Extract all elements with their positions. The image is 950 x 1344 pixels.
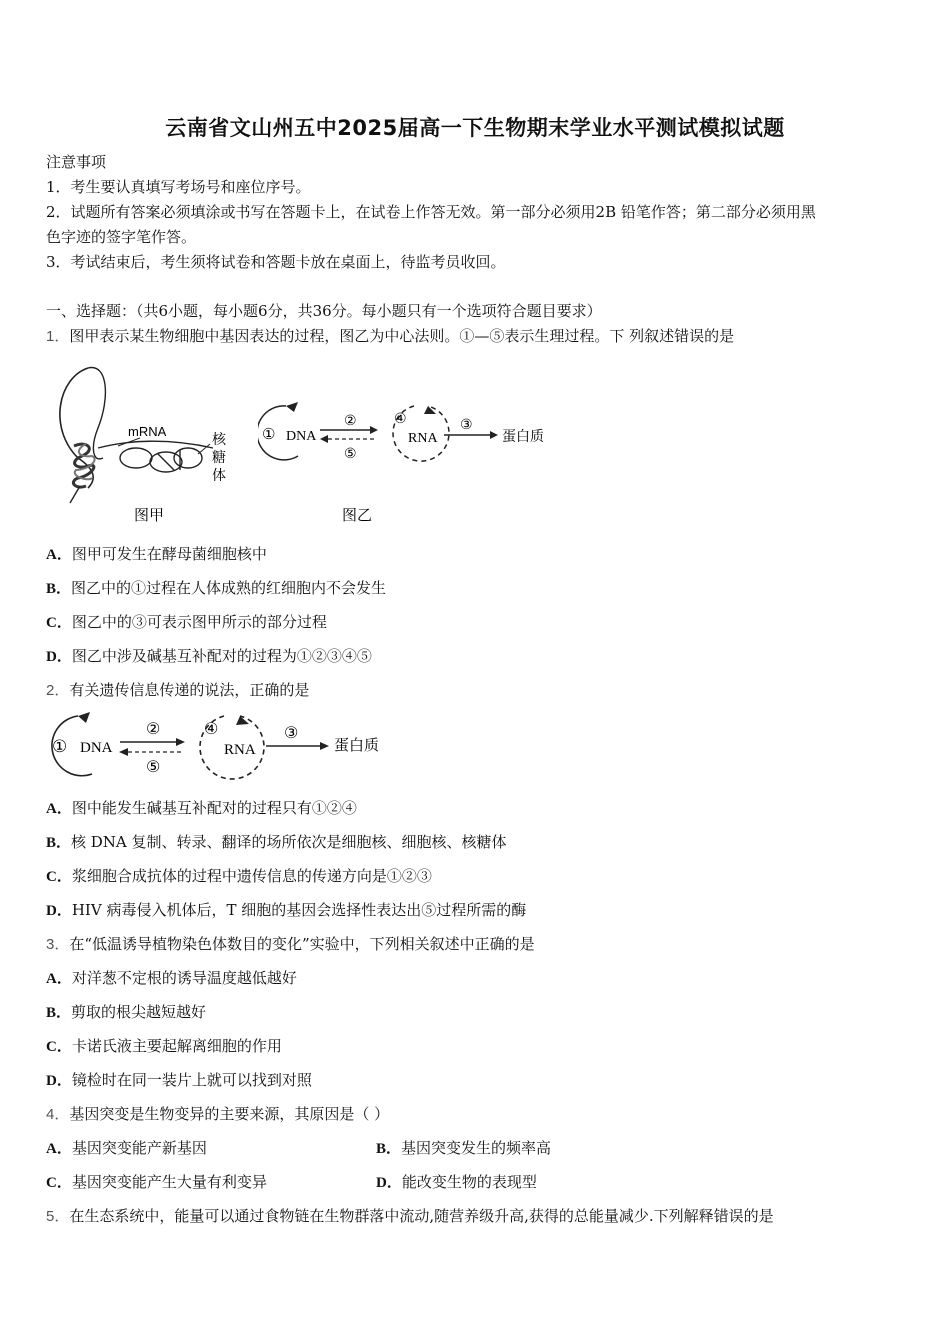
figure-yi-caption: 图乙 (342, 506, 373, 524)
dna-helix-icon (73, 444, 94, 487)
circle-4-label: ④ (204, 719, 219, 738)
notice-heading: 注意事项 (46, 153, 107, 171)
q4-option-a[interactable]: A．基因突变能产新基因 (46, 1139, 207, 1157)
q2-option-a[interactable]: A．图中能发生碱基互补配对的过程只有①②④ (46, 799, 357, 817)
question-1-stem (46, 326, 734, 347)
question-text: 在“低温诱导植物染色体数目的变化”实验中，下列相关叙述中正确的是 (69, 935, 535, 953)
circle-2-label: ② (146, 719, 161, 738)
notice-3: 3．考试结束后，考生须将试卷和答题卡放在桌面上，待监考员收回。 (46, 253, 506, 271)
circle-3-label: ③ (284, 723, 299, 742)
question-text: 在生态系统中，能量可以通过食物链在生物群落中流动,随营养级升高,获得的总能量减少.下列解释错误的是 (69, 1207, 774, 1225)
notice-1: 1．考生要认真填写考场号和座位序号。 (46, 178, 311, 196)
q1-option-c[interactable]: C．图乙中的③可表示图甲所示的部分过程 (46, 613, 327, 631)
ribosome-label-2: 糖 (212, 450, 226, 466)
dna-label: DNA (80, 740, 113, 756)
dna-strand-line (88, 368, 105, 459)
protein-label: 蛋白质 (334, 736, 380, 754)
question-text: 基因突变是生物变异的主要来源，其原因是（ ） (69, 1105, 390, 1123)
q2-option-c[interactable]: C．浆细胞合成抗体的过程中遗传信息的传递方向是①②③ (46, 867, 432, 885)
circle-5-label: ⑤ (344, 446, 357, 462)
page-title: 云南省文山州五中2025届高一下生物期末学业水平测试模拟试题 (165, 116, 785, 140)
notice-2-cont: 色字迹的签字笔作答。 (46, 228, 197, 246)
question-number: 4． (46, 1106, 70, 1123)
mrna-line (98, 441, 213, 448)
section-heading: 一、选择题：（共6小题，每小题6分，共36分。每小题只有一个选项符合题目要求） (46, 302, 602, 320)
q4-option-b[interactable]: B．基因突变发生的频率高 (376, 1139, 552, 1157)
rna-label: RNA (408, 431, 438, 446)
ribosome-label-1: 核 (212, 432, 226, 448)
question-5-stem (46, 1206, 774, 1227)
rna-label: RNA (224, 742, 256, 758)
question-2-stem (46, 680, 309, 701)
q2-option-d[interactable]: D．HIV 病毒侵入机体后，T 细胞的基因会选择性表达出⑤过程所需的酶 (46, 901, 527, 919)
protein-label: 蛋白质 (502, 429, 544, 445)
q3-option-c[interactable]: C．卡诺氏液主要起解离细胞的作用 (46, 1037, 282, 1055)
q4-option-d[interactable]: D．能改变生物的表现型 (376, 1173, 537, 1191)
figure-central-dogma (44, 710, 394, 782)
q2-option-b[interactable]: B．核 DNA 复制、转录、翻译的场所依次是细胞核、细胞核、核糖体 (46, 833, 507, 851)
circle-4-label: ④ (394, 411, 407, 427)
question-3-stem (46, 934, 535, 955)
circle-5-label: ⑤ (146, 757, 161, 776)
circle-1-label: ① (262, 425, 276, 443)
question-text: 有关遗传信息传递的说法，正确的是 (69, 681, 310, 699)
question-number: 3． (46, 936, 70, 953)
figure-jia-caption: 图甲 (134, 506, 165, 524)
circle-3-label: ③ (460, 417, 473, 433)
dna-label: DNA (286, 429, 317, 444)
question-number: 1． (46, 328, 70, 345)
question-4-stem (46, 1104, 389, 1125)
q4-option-c[interactable]: C．基因突变能产生大量有利变异 (46, 1173, 267, 1191)
circle-1-label: ① (52, 737, 68, 757)
ribosome-icon (120, 448, 202, 472)
notice-2: 2．试题所有答案必须填涂或书写在答题卡上，在试卷上作答无效。第一部分必须用2B 铅笔作答；第二部分必须用黑 (46, 203, 816, 221)
dna-tail (70, 486, 80, 503)
circle-2-label: ② (344, 413, 357, 429)
q3-option-a[interactable]: A．对洋葱不定根的诱导温度越低越好 (46, 969, 297, 987)
q3-option-d[interactable]: D．镜检时在同一装片上就可以找到对照 (46, 1071, 312, 1089)
q1-option-b[interactable]: B．图乙中的①过程在人体成熟的红细胞内不会发生 (46, 579, 387, 597)
mrna-label: mRNA (128, 424, 167, 439)
question-number: 2． (46, 682, 70, 699)
figure-jia (48, 358, 238, 530)
q1-option-a[interactable]: A．图甲可发生在酵母菌细胞核中 (46, 545, 267, 563)
question-number: 5． (46, 1208, 70, 1225)
q1-option-d[interactable]: D．图乙中涉及碱基互补配对的过程为①②③④⑤ (46, 647, 372, 665)
figure-yi (258, 398, 558, 528)
question-text: 图甲表示某生物细胞中基因表达的过程，图乙为中心法则。①—⑤表示生理过程。下 列叙述错误的是 (69, 327, 735, 345)
q3-option-b[interactable]: B．剪取的根尖越短越好 (46, 1003, 207, 1021)
ribosome-label-3: 体 (212, 468, 226, 484)
